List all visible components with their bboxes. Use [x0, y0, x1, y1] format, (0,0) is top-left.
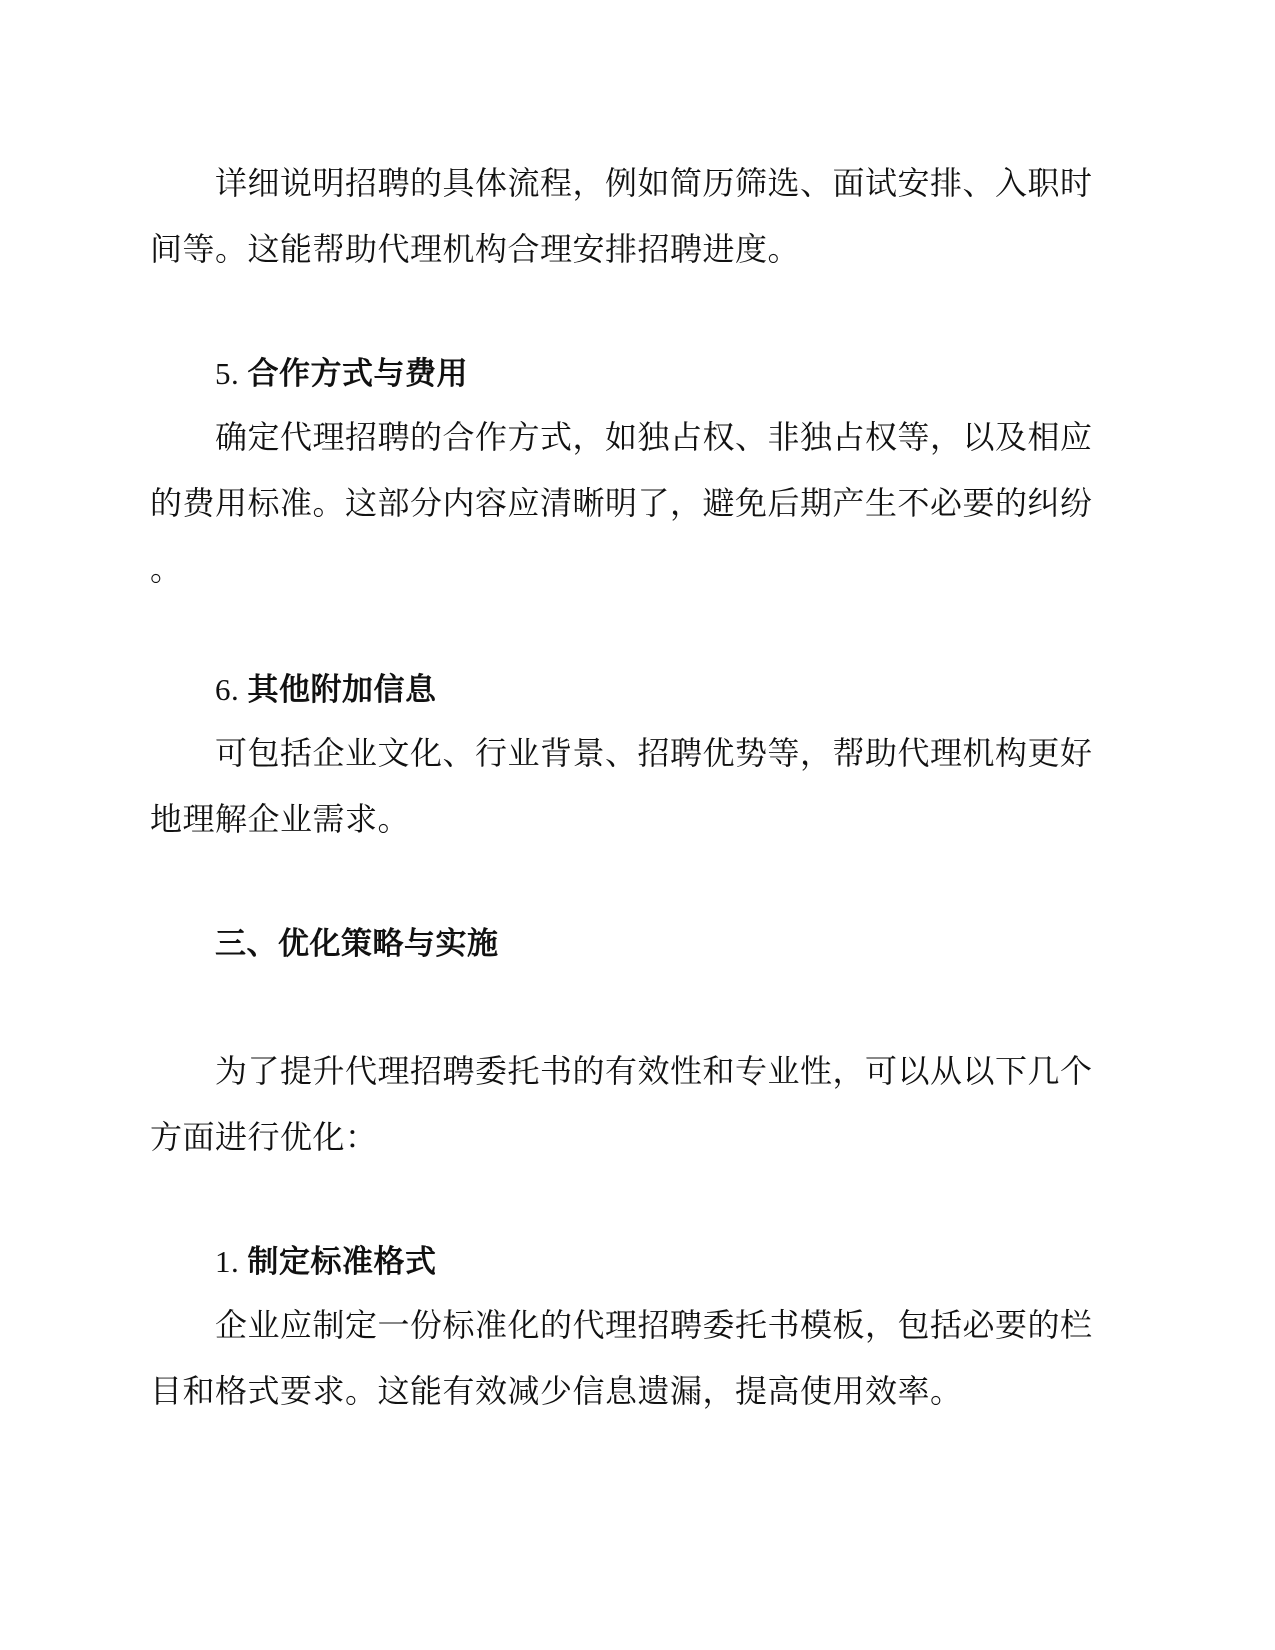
heading-number: 5.: [215, 356, 248, 391]
heading-cooperation-fees: [150, 341, 1185, 407]
text-line: 间等。这能帮助代理机构合理安排招聘进度。: [150, 230, 801, 268]
paragraph-standard-format: [150, 1292, 1120, 1424]
text-line: 目和格式要求。这能有效减少信息遗漏，提高使用效率。: [150, 1372, 963, 1410]
heading-number: 1.: [215, 1244, 248, 1279]
text-line: 为了提升代理招聘委托书的有效性和专业性，可以从以下几个: [215, 1052, 1093, 1090]
text-line: 。: [150, 550, 183, 588]
heading-number: 6.: [215, 672, 248, 707]
text-line: 方面进行优化：: [150, 1118, 378, 1156]
text-line: 地理解企业需求。: [150, 800, 411, 838]
heading-title: 合作方式与费用: [247, 356, 468, 392]
paragraph-cooperation: [150, 404, 1120, 602]
text-line: 确定代理招聘的合作方式，如独占权、非独占权等，以及相应: [215, 418, 1093, 456]
heading-title: 其他附加信息: [247, 672, 437, 708]
paragraph-recruitment-process: [150, 150, 1120, 282]
section-title: 三、优化策略与实施: [215, 926, 499, 962]
paragraph-additional: [150, 720, 1120, 852]
text-line: 的费用标准。这部分内容应清晰明了，避免后期产生不必要的纠纷: [150, 484, 1093, 522]
paragraph-intro: [150, 1038, 1120, 1170]
heading-title: 制定标准格式: [247, 1244, 437, 1280]
text-line: 企业应制定一份标准化的代理招聘委托书模板，包括必要的栏: [215, 1306, 1093, 1344]
text-line: 详细说明招聘的具体流程，例如简历筛选、面试安排、入职时: [215, 164, 1093, 202]
text-line: 可包括企业文化、行业背景、招聘优势等，帮助代理机构更好: [215, 734, 1093, 772]
heading-additional-info: [150, 657, 1185, 723]
heading-standard-format: [150, 1229, 1185, 1295]
section-title-optimization: [150, 911, 1185, 977]
